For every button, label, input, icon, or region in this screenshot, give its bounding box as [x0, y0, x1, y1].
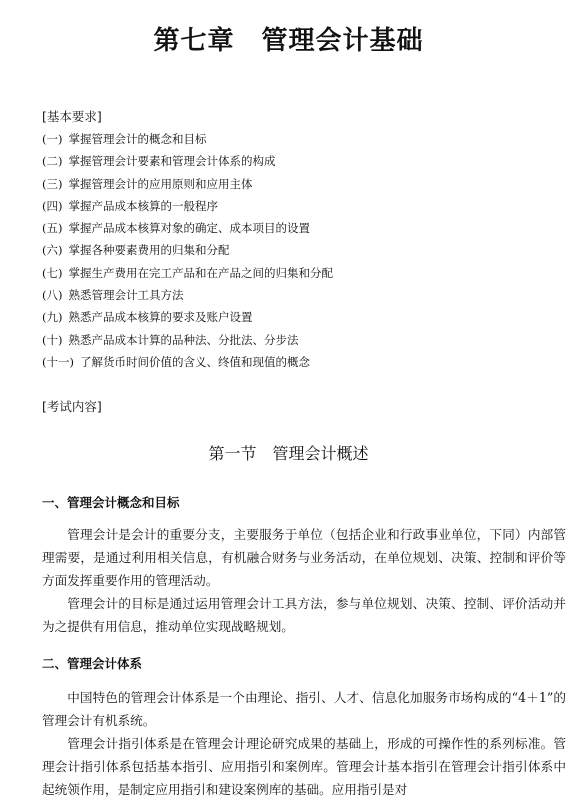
list-item: [42, 150, 333, 172]
list-item-number: (九): [42, 310, 63, 325]
list-item-text: 掌握管理会计的概念和目标: [68, 132, 207, 146]
list-item-text: 掌握各种要素费用的归集和分配: [68, 243, 230, 258]
paragraph: 管理会计是会计的重要分支，主要服务于单位（包括企业和行政事业单位，下同）内部管理需要，是通过利用相关信息，有机融合财务与业务活动，在单位规划、决策、控制和评价等方面发挥重要作用的管理活动。: [42, 527, 566, 588]
list-item-number: (八): [42, 288, 63, 303]
list-item-text: 熟悉产品成本计算的品种法、分批法、分步法: [68, 332, 299, 347]
requirements-list: [42, 128, 333, 373]
list-item-text: 熟悉管理会计工具方法: [68, 288, 184, 303]
subsection-heading: 一、管理会计概念和目标: [42, 495, 180, 510]
list-item: [42, 329, 333, 351]
list-item-text: 掌握产品成本核算的一般程序: [68, 198, 218, 213]
list-item-text: 熟悉产品成本核算的要求及账户设置: [68, 310, 253, 325]
list-item-number: (二): [42, 154, 63, 169]
list-item-number: (六): [42, 243, 63, 258]
list-item-number: (四): [42, 198, 63, 213]
list-item-number: (七): [42, 265, 63, 280]
list-item-number: (十): [42, 332, 63, 347]
paragraph: 管理会计的目标是通过运用管理会计工具方法，参与单位规划、决策、控制、评价活动并为之提供有用信息，推动单位实现战略规划。: [42, 596, 566, 634]
list-item-text: 掌握产品成本核算对象的确定、成本项目的设置: [68, 221, 310, 236]
list-item: [42, 262, 333, 284]
list-item: [42, 195, 333, 217]
list-item: [42, 128, 333, 150]
list-item-text: 掌握管理会计要素和管理会计体系的构成: [68, 154, 276, 169]
list-item-number: (一): [42, 132, 63, 146]
list-item: [42, 173, 333, 195]
list-item: [42, 239, 333, 261]
exam-content-label: [考试内容]: [42, 399, 102, 414]
section-title: 第一节 管理会计概述: [208, 444, 369, 463]
list-item: [42, 306, 333, 328]
list-item-number: (三): [42, 176, 63, 191]
list-item: [42, 284, 333, 306]
paragraph: 中国特色的管理会计体系是一个由理论、指引、人才、信息化加服务市场构成的“4＋1”的管理会计有机系统。: [42, 690, 566, 728]
list-item-number: (五): [42, 221, 63, 236]
list-item: [42, 217, 333, 239]
list-item-text: 掌握生产费用在完工产品和在产品之间的归集和分配: [68, 265, 333, 280]
list-item: [42, 351, 333, 373]
list-item-text: 掌握管理会计的应用原则和应用主体: [68, 176, 253, 191]
list-item-text: 了解货币时间价值的含义、终值和现值的概念: [79, 354, 310, 369]
basic-requirements-label: [基本要求]: [42, 109, 102, 124]
subsection-heading: 二、管理会计体系: [42, 656, 143, 671]
chapter-title: 第七章 管理会计基础: [153, 26, 424, 56]
paragraph: 管理会计指引体系是在管理会计理论研究成果的基础上，形成的可操作性的系列标准。管理会计指引体系包括基本指引、应用指引和案例库。管理会计基本指引在管理会计指引体系中起统领作用，是制定应用指引和建设案例库的基础。应用指引是对: [42, 736, 566, 797]
list-item-number: (十一): [42, 354, 74, 369]
